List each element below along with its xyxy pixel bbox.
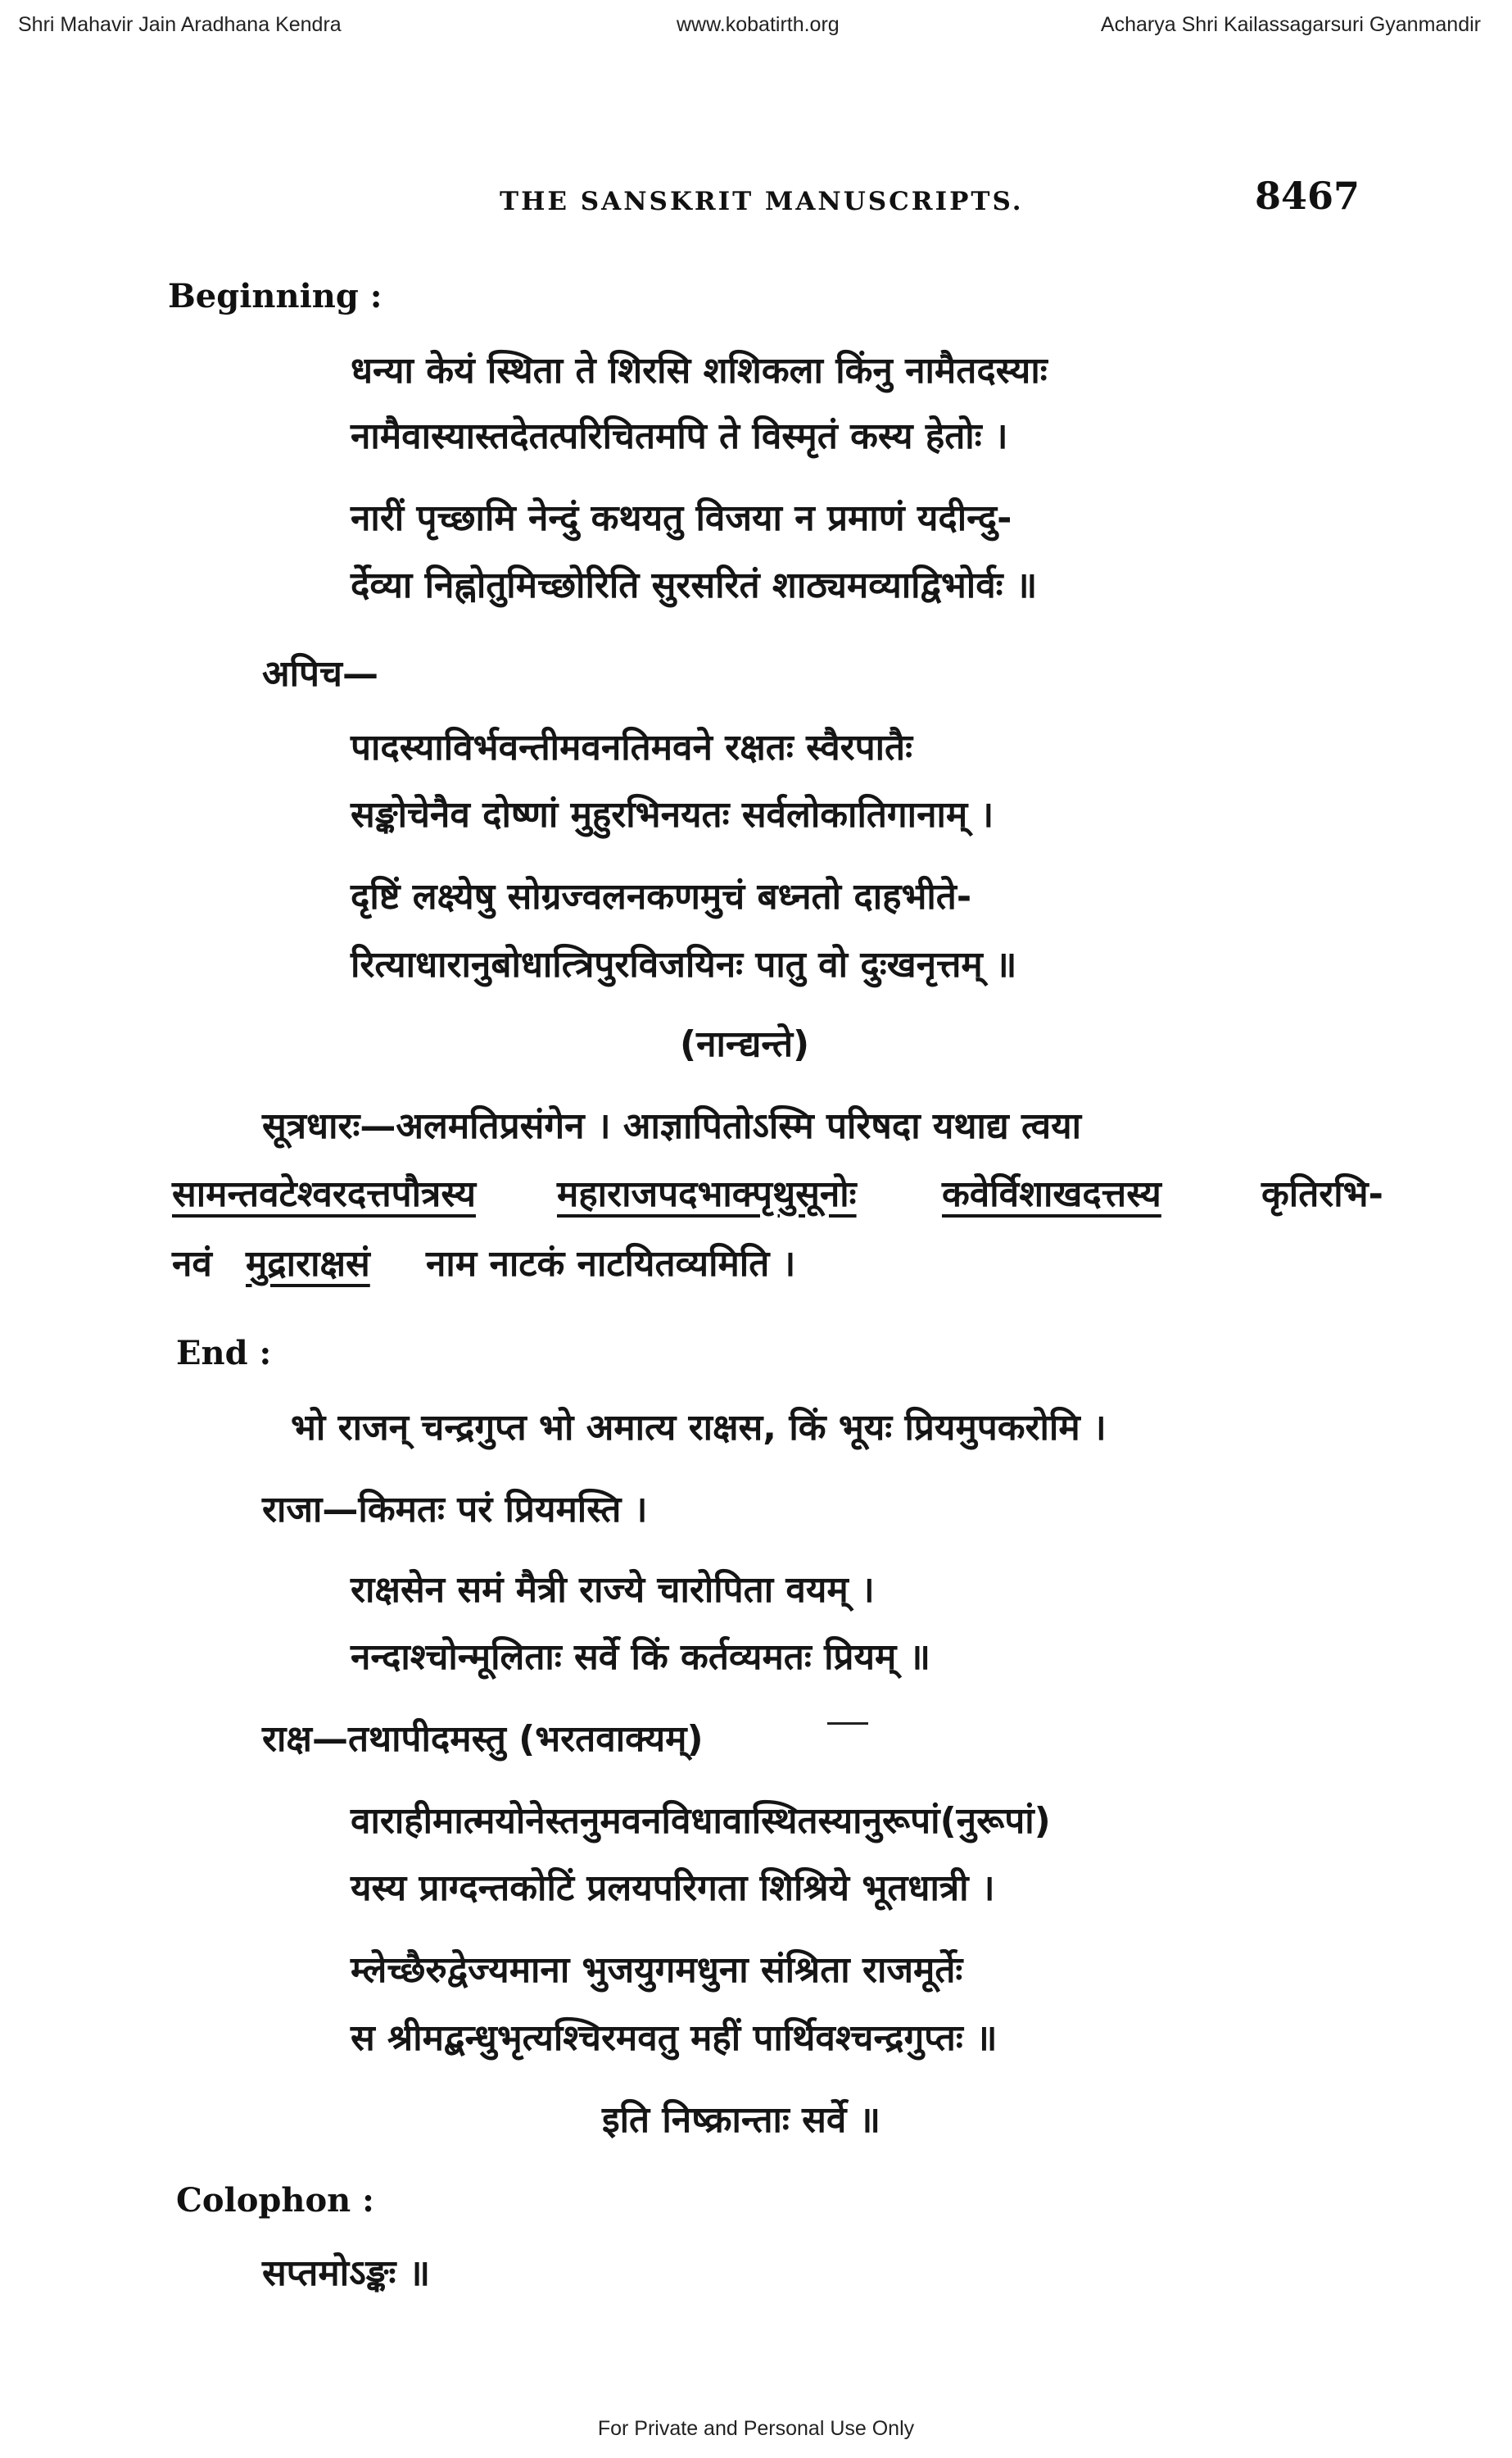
header-right: Acharya Shri Kailassagarsuri Gyanmandir (1100, 13, 1481, 36)
verse-line: नारीं पृच्छामि नेन्दुं कथयतु विजया न प्रमाणं यदीन्दु- (351, 497, 1012, 539)
verse-line: पादस्याविर्भवन्तीमवनतिमवने रक्षतः स्वैरपातैः (351, 727, 913, 769)
verse-line: म्लेच्छैरुद्वेज्यमाना भुजयुगमधुना संश्रिता राजमूर्तेः (351, 1949, 963, 1991)
speaker-heading: अपिच— (262, 653, 378, 695)
stage-direction: इति निष्क्रान्ताः सर्वे ॥ (602, 2099, 881, 2141)
footer-notice: For Private and Personal Use Only (597, 2417, 915, 2440)
verse-line: दृष्टिं लक्ष्येषु सोग्रज्वलनकणमुचं बध्नतो दाहभीते- (351, 876, 972, 918)
underlined-name: सामन्तवटेश्वरदत्तपौत्रस्य (172, 1173, 476, 1215)
prose-line: भो राजन् चन्द्रगुप्त भो अमात्य राक्षस, किं भूयः प्रियमुपकरोमि । (291, 1407, 1107, 1449)
source-header (0, 8, 1512, 41)
verse-line: र्देव्या निह्नोतुमिच्छोरिति सुरसरितं शाठ्यमव्याद्विभोर्वः ॥ (351, 565, 1038, 606)
speaker-line: राक्ष—तथापीदमस्तु (भरतवाक्यम्) (262, 1718, 704, 1760)
end-label: End : (176, 1334, 272, 1372)
verse-line: नन्दाश्चोन्मूलिताः सर्वे किं कर्तव्यमतः प्रियम् ॥ (351, 1636, 931, 1678)
underlined-title: मुद्राराक्षसं (246, 1243, 370, 1285)
prose-line: सूत्रधारः—अलमतिप्रसंगेन । आज्ञापितोऽस्मि परिषदा यथाद्य त्वया (262, 1105, 1082, 1147)
verse-line: सङ्कोचेनैव दोष्णां मुहुरभिनयतः सर्वलोकातिगानाम् । (351, 794, 994, 836)
stage-direction: (नान्द्यन्ते) (680, 1023, 810, 1065)
prose-line: कृतिरभि- (1261, 1173, 1383, 1215)
verse-line: राक्षसेन समं मैत्री राज्ये चारोपिता वयम् । (351, 1569, 875, 1611)
colophon-label: Colophon : (176, 2181, 374, 2220)
speaker-line: राजा—किमतः परं प्रियमस्ति । (262, 1489, 648, 1531)
beginning-label: Beginning : (168, 277, 383, 315)
underlined-name: महाराजपदभाक्पृथुसूनोः (557, 1173, 857, 1215)
prose-line: नवं (172, 1243, 212, 1285)
header-center-url[interactable]: www.kobatirth.org (677, 13, 840, 36)
running-head: THE SANSKRIT MANUSCRIPTS. (500, 187, 1024, 216)
header-left: Shri Mahavir Jain Aradhana Kendra (18, 13, 342, 36)
verse-line: स श्रीमद्बन्धुभृत्यश्चिरमवतु महीं पार्थिवश्चन्द्रगुप्तः ॥ (351, 2017, 998, 2059)
dash-rule (827, 1722, 868, 1725)
prose-line: नाम नाटकं नाटयितव्यमिति । (426, 1243, 796, 1285)
verse-line: नामैवास्यास्तदेतत्परिचितमपि ते विस्मृतं कस्य हेतोः । (351, 415, 1008, 457)
page-number: 8467 (1255, 174, 1360, 218)
verse-line: यस्य प्राग्दन्तकोटिं प्रलयपरिगता शिश्रिये भूतधात्री । (351, 1867, 995, 1909)
verse-line: धन्या केयं स्थिता ते शिरसि शशिकला किंनु नामैतदस्याः (351, 350, 1048, 392)
verse-line: रित्याधारानुबोधात्त्रिपुरविजयिनः पातु वो दुःखनृत्तम् ॥ (351, 944, 1017, 986)
colophon-text: सप्तमोऽङ्कः ॥ (262, 2252, 431, 2294)
underlined-name: कवेर्विशाखदत्तस्य (942, 1173, 1161, 1215)
verse-line: वाराहीमात्मयोनेस्तनुमवनविधावास्थितस्यानुरूपां(नुरूपां) (351, 1800, 1051, 1842)
